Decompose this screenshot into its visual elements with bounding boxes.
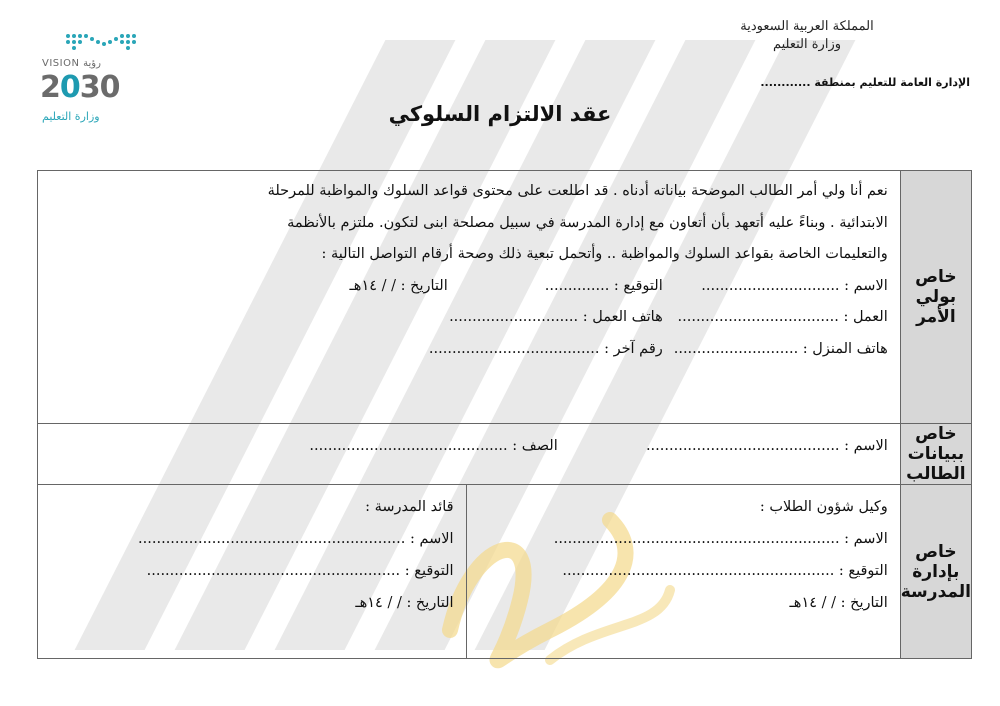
vision-year: 2030 — [40, 70, 120, 105]
guardian-name-field[interactable]: الاسم : .............................. — [701, 277, 888, 294]
student-grade-field[interactable]: الصف : ........................................... — [309, 438, 558, 454]
guardian-date-field[interactable]: التاريخ : / / ١٤هـ — [349, 277, 448, 294]
student-affairs-agent-cell — [466, 485, 900, 659]
guardian-work-row — [50, 302, 888, 334]
principal-date-field[interactable]: التاريخ : / / ١٤هـ — [355, 595, 454, 611]
guardian-work-phone-field[interactable]: هاتف العمل : ............................ — [449, 309, 663, 325]
principal-cell — [38, 485, 467, 659]
student-section-body — [38, 424, 901, 485]
ministry-name: وزارة التعليم — [772, 37, 842, 52]
pledge-line-2: الابتدائية . وبناءً عليه أتعهد بأن أتعاون مع إدارة المدرسة في سبيل مصلحة ابنى لتكون. ملتزم بالأنظمة — [287, 214, 888, 231]
vision-label: VISION رؤية — [42, 58, 101, 69]
pledge-line-1: نعم أنا ولي أمر الطالب الموضحة بياناته أدناه . قد اطلعت على محتوى قواعد السلوك والمواظبة للمرحلة — [267, 183, 888, 199]
guardian-name-row — [50, 271, 888, 303]
agent-name-field[interactable]: الاسم : .............................................................. — [553, 531, 888, 547]
agent-signature-field[interactable]: التوقيع : ........................................................... — [562, 563, 888, 579]
student-section-label: خاص ببيانات الطالب — [900, 424, 971, 485]
vision-dots-icon — [58, 30, 148, 52]
principal-title: قائد المدرسة : — [365, 499, 454, 515]
student-row — [38, 424, 972, 485]
kingdom-name: المملكة العربية السعودية — [740, 19, 874, 34]
contract-table — [37, 170, 972, 659]
principal-name-field[interactable]: الاسم : .......................................................... — [138, 531, 454, 547]
school-row — [38, 485, 972, 659]
vision-ministry-label: وزارة التعليم — [42, 110, 100, 123]
guardian-row — [38, 171, 972, 424]
guardian-work-field[interactable]: العمل : ................................... — [677, 309, 888, 325]
student-name-field[interactable]: الاسم : .......................................... — [645, 438, 888, 454]
guardian-home-phone-field[interactable]: هاتف المنزل : ........................... — [673, 340, 888, 357]
directorate-line: الإدارة العامة للتعليم بمنطقة ............ — [760, 76, 970, 89]
kingdom-emblem-text — [732, 18, 882, 54]
agent-date-field[interactable]: التاريخ : / / ١٤هـ — [789, 595, 888, 611]
school-section-label: خاص بإدارة المدرسة — [900, 485, 971, 659]
guardian-section-label: خاص بولي الأمر — [900, 171, 971, 424]
guardian-other-number-field[interactable]: رقم آخر : ..................................... — [428, 340, 663, 357]
pledge-line-3: والتعليمات الخاصة بقواعد السلوك والمواظبة .. وأتحمل تبعية ذلك وصحة أرقام التواصل التالية : — [321, 246, 888, 262]
agent-title: وكيل شؤون الطلاب : — [759, 499, 888, 515]
page-title: عقد الالتزام السلوكي — [388, 102, 612, 126]
principal-signature-field[interactable]: التوقيع : ....................................................... — [146, 563, 454, 579]
guardian-home-row — [50, 334, 888, 366]
guardian-signature-field[interactable]: التوقيع : .............. — [544, 277, 663, 294]
guardian-section-body — [38, 171, 901, 424]
